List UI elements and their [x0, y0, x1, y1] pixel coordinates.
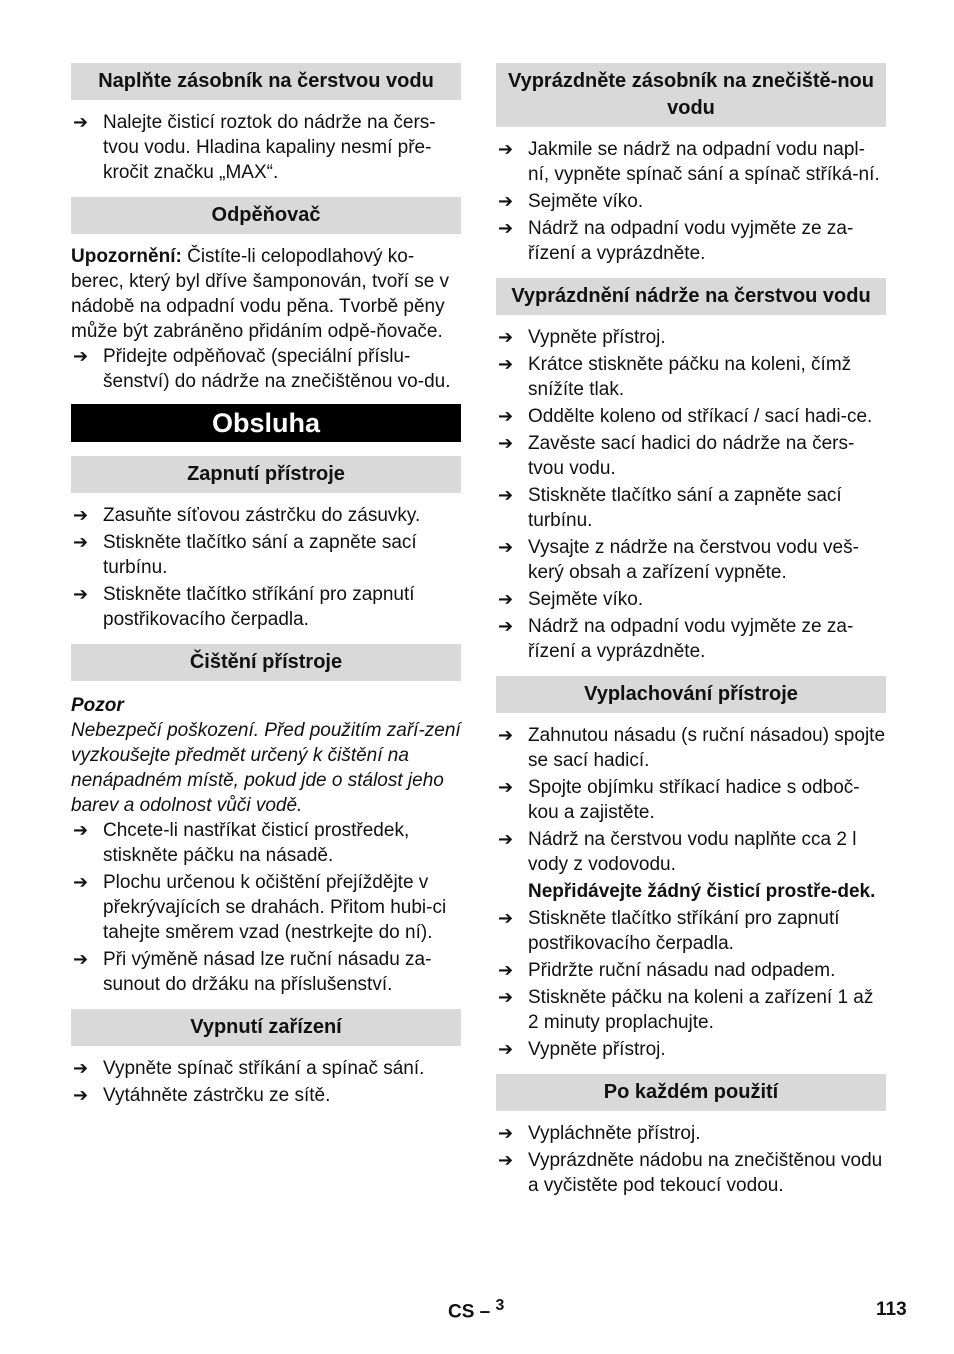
list-item [496, 535, 886, 585]
arrow-right-icon: ➔ [73, 820, 89, 840]
defoamer-note [71, 244, 461, 344]
list-item-text: Nádrž na odpadní vodu vyjměte ze za-řízení a vyprázdněte. [528, 616, 854, 662]
list-item-text: Stiskněte tlačítko stříkání pro zapnutí postřikovacího čerpadla. [103, 584, 415, 630]
arrow-right-icon: ➔ [73, 1085, 89, 1105]
arrow-right-icon: ➔ [498, 987, 514, 1007]
list-item [496, 775, 886, 825]
list-item-text: Při výměně násad lze ruční násadu za-sunout do držáku na příslušenství. [103, 949, 432, 995]
arrow-right-icon: ➔ [498, 218, 514, 238]
warning-text: Nebezpečí poškození. Před použitím zaří-zení vyzkoušejte předmět určený k čištění na nenápadném místě, pokud jde o stálost jeho barev a odolnost vůči vodě. [71, 720, 461, 816]
list-item-text: Stiskněte tlačítko sání a zapněte sací turbínu. [103, 532, 417, 578]
left-column [71, 63, 461, 1110]
list-switch-on [71, 503, 461, 632]
arrow-right-icon: ➔ [73, 872, 89, 892]
list-item-text: Plochu určenou k očištění přejíždějte v překrývajících se drahách. Přitom hubi-ci tahejte směrem vzad (nestrkejte do ní). [103, 872, 447, 943]
section-title-empty-dirty-water: Vyprázdněte zásobník na znečiště-nou vodu [496, 63, 886, 127]
list-item-text: Vypněte přístroj. [528, 327, 666, 348]
list-item [496, 827, 886, 877]
section-title-rinsing: Vyplachování přístroje [496, 676, 886, 713]
list-item [496, 352, 886, 402]
list-cleaning [71, 818, 461, 997]
list-item-text: Chcete-li nastříkat čisticí prostředek, stiskněte páčku na násadě. [103, 820, 410, 866]
list-item [496, 906, 886, 956]
right-column [496, 63, 886, 1200]
list-item [496, 404, 886, 429]
arrow-right-icon: ➔ [498, 908, 514, 928]
list-empty-fresh-water [496, 325, 886, 664]
list-item [71, 110, 461, 185]
arrow-right-icon: ➔ [498, 1150, 514, 1170]
arrow-right-icon: ➔ [73, 1058, 89, 1078]
section-title-fill-fresh-water: Naplňte zásobník na čerstvou vodu [71, 63, 461, 100]
list-empty-dirty-water [496, 137, 886, 266]
list-item [496, 1121, 886, 1146]
page-number: 113 [876, 1299, 907, 1320]
list-item-text: Vysajte z nádrže na čerstvou vodu veš-kerý obsah a zařízení vypněte. [528, 537, 859, 583]
list-item-text: Vypláchněte přístroj. [528, 1123, 701, 1144]
list-item-text: Sejměte víko. [528, 589, 644, 610]
list-item-text: Stiskněte páčku na koleni a zařízení 1 až 2 minuty proplachujte. [528, 987, 874, 1033]
list-item [71, 870, 461, 945]
arrow-right-icon: ➔ [498, 725, 514, 745]
arrow-right-icon: ➔ [498, 960, 514, 980]
list-item-text: Jakmile se nádrž na odpadní vodu napl-ní, vypněte spínač sání a spínač stříká-ní. [528, 139, 880, 185]
arrow-right-icon: ➔ [498, 1039, 514, 1059]
list-item-text: Přidržte ruční násadu nad odpadem. [528, 960, 836, 981]
arrow-right-icon: ➔ [73, 346, 89, 366]
arrow-right-icon: ➔ [498, 327, 514, 347]
list-item [496, 325, 886, 350]
list-item-text: Vytáhněte zástrčku ze sítě. [103, 1085, 331, 1106]
list-item-text: Vypněte spínač stříkání a spínač sání. [103, 1058, 425, 1079]
list-item-text: Zahnutou násadu (s ruční násadou) spojte se sací hadicí. [528, 725, 886, 771]
footer-section-number: 3 [495, 1297, 505, 1314]
arrow-right-icon: ➔ [73, 949, 89, 969]
arrow-right-icon: ➔ [73, 505, 89, 525]
arrow-right-icon: ➔ [498, 777, 514, 797]
rinsing-bold-note: Nepřidávejte žádný čisticí prostře-dek. [528, 881, 876, 902]
section-title-defoamer: Odpěňovač [71, 197, 461, 234]
main-heading-operation: Obsluha [71, 404, 461, 442]
list-item-text: Vyprázdněte nádobu na znečištěnou vodu a vyčistěte pod tekoucí vodou. [528, 1150, 883, 1196]
section-title-cleaning: Čištění přístroje [71, 644, 461, 681]
list-after-use [496, 1121, 886, 1198]
list-item [496, 137, 886, 187]
note-text: Čistíte-li celopodlahový ko-berec, který byl dříve šamponován, tvoří se v nádobě na odpadní vodu pěna. Tvorbě pěny může být zabráněno přidáním odpě-ňovače. [71, 246, 450, 342]
list-item [496, 614, 886, 664]
list-item [496, 985, 886, 1035]
list-rinsing-b [496, 906, 886, 1062]
list-item-text: Nádrž na čerstvou vodu naplňte cca 2 l vody z vodovodu. [528, 829, 857, 875]
list-item [496, 587, 886, 612]
list-item-text: Spojte objímku stříkací hadice s odboč-kou a zajistěte. [528, 777, 860, 823]
list-rinsing-a [496, 723, 886, 877]
list-item [71, 1083, 461, 1108]
list-item [496, 958, 886, 983]
list-item-text: Nádrž na odpadní vodu vyjměte ze za-řízení a vyprázdněte. [528, 218, 854, 264]
list-item [71, 582, 461, 632]
list-item-text: Stiskněte tlačítko stříkání pro zapnutí postřikovacího čerpadla. [528, 908, 840, 954]
arrow-right-icon: ➔ [498, 485, 514, 505]
list-switch-off [71, 1056, 461, 1108]
list-item [496, 431, 886, 481]
list-item-text: Stiskněte tlačítko sání a zapněte sací turbínu. [528, 485, 842, 531]
arrow-right-icon: ➔ [498, 1123, 514, 1143]
arrow-right-icon: ➔ [498, 191, 514, 211]
footer-language [448, 1297, 504, 1323]
arrow-right-icon: ➔ [498, 589, 514, 609]
arrow-right-icon: ➔ [73, 532, 89, 552]
section-title-switch-on: Zapnutí přístroje [71, 456, 461, 493]
arrow-right-icon: ➔ [498, 354, 514, 374]
list-fill-fresh-water [71, 110, 461, 185]
section-title-switch-off: Vypnutí zařízení [71, 1009, 461, 1046]
section-title-after-use: Po každém použití [496, 1074, 886, 1111]
arrow-right-icon: ➔ [498, 829, 514, 849]
arrow-right-icon: ➔ [498, 406, 514, 426]
list-item-text: Krátce stiskněte páčku na koleni, čímž snížíte tlak. [528, 354, 852, 400]
list-item [71, 344, 461, 394]
list-item-text: Nalejte čisticí roztok do nádrže na čers-tvou vodu. Hladina kapaliny nesmí pře-kročit značku „MAX“. [103, 112, 436, 183]
list-item [71, 503, 461, 528]
list-item-text: Zavěste sací hadici do nádrže na čers-tvou vodu. [528, 433, 855, 479]
list-item [71, 1056, 461, 1081]
list-item-text: Vypněte přístroj. [528, 1039, 666, 1060]
warning-title: Pozor [71, 695, 124, 716]
list-item-text: Zasuňte síťovou zástrčku do zásuvky. [103, 505, 421, 526]
list-item-text: Oddělte koleno od stříkací / sací hadi-ce. [528, 406, 873, 427]
arrow-right-icon: ➔ [73, 112, 89, 132]
list-defoamer [71, 344, 461, 394]
list-item-text: Přidejte odpěňovač (speciální příslu-šenství) do nádrže na znečištěnou vo-du. [103, 346, 451, 392]
section-title-empty-fresh-water: Vyprázdnění nádrže na čerstvou vodu [496, 278, 886, 315]
list-item [496, 216, 886, 266]
arrow-right-icon: ➔ [498, 537, 514, 557]
footer-lang-code: CS [448, 1301, 475, 1323]
list-item [71, 818, 461, 868]
arrow-right-icon: ➔ [73, 584, 89, 604]
list-item [496, 1148, 886, 1198]
list-item [496, 1037, 886, 1062]
arrow-right-icon: ➔ [498, 433, 514, 453]
arrow-right-icon: ➔ [498, 616, 514, 636]
list-item [496, 189, 886, 214]
arrow-right-icon: ➔ [498, 139, 514, 159]
list-item [71, 947, 461, 997]
footer-separator: – [474, 1301, 496, 1323]
list-item [496, 723, 886, 773]
note-label: Upozornění: [71, 246, 182, 267]
list-item-text: Sejměte víko. [528, 191, 644, 212]
list-item [496, 483, 886, 533]
list-item [71, 530, 461, 580]
